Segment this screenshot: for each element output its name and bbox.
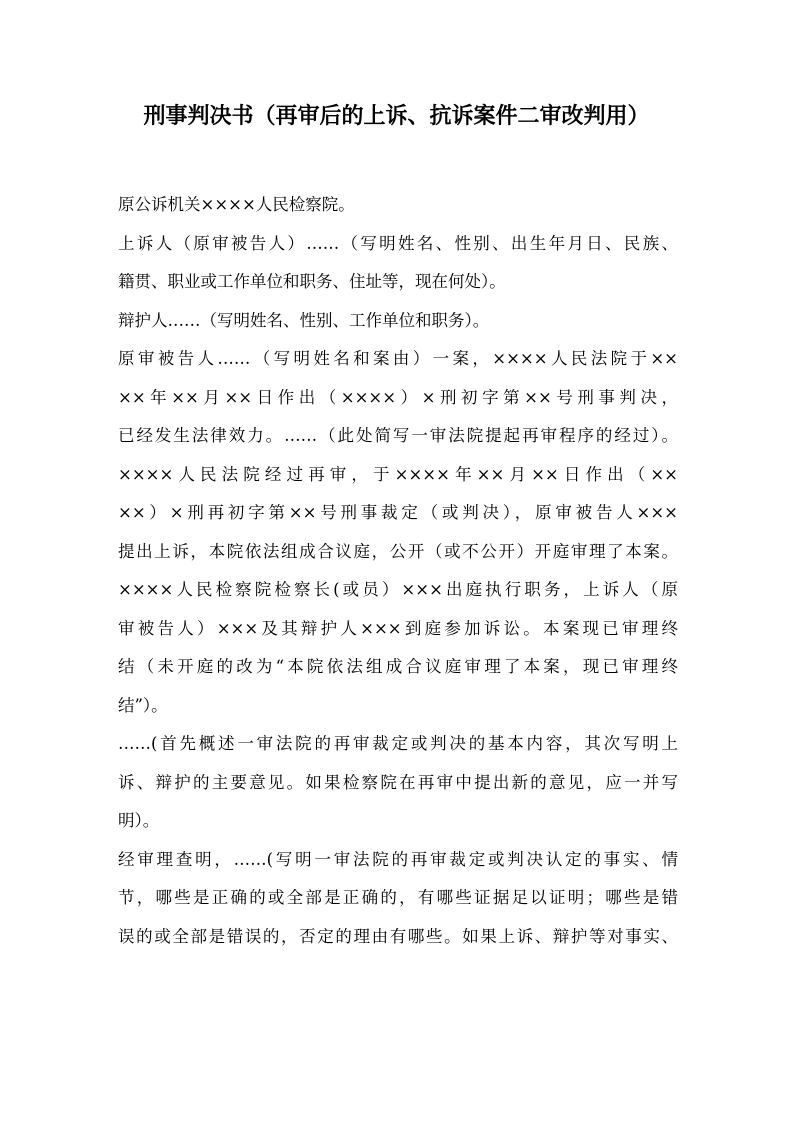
text-line: 误的或全部是错误的，否定的理由有哪些。如果上诉、辩护等对事实、 — [118, 926, 678, 946]
text-line: ××）×刑再初字第××号刑事裁定（或判决），原审被告人××× — [118, 503, 678, 522]
text-line: 上诉人（原审被告人）……（写明姓名、性别、出生年月日、民族、 — [118, 233, 678, 253]
text-line: 原审被告人……（写明姓名和案由）一案，××××人民法院于×× — [118, 349, 678, 368]
text-line: ××年××月××日作出（××××）×刑初字第××号刑事判决， — [118, 387, 678, 407]
text-line: 结（未开庭的改为“本院依法组成合议庭审理了本案，现已审理终 — [118, 657, 678, 676]
text-line: ××××人民法院经过再审，于××××年××月××日作出（×× — [118, 464, 678, 484]
text-line: 辩护人……（写明姓名、性别、工作单位和职务）。 — [118, 310, 490, 330]
document-title: 刑事判决书（再审后的上诉、抗诉案件二审改判用） — [143, 103, 650, 129]
text-line: 节，哪些是正确的或全部是正确的，有哪些证据足以证明；哪些是错 — [118, 888, 678, 907]
text-line: ……(首先概述一审法院的再审裁定或判决的基本内容，其次写明上 — [118, 734, 678, 753]
text-line: 已经发生法律效力。……（此处简写一审法院提起再审程序的经过）。 — [118, 426, 678, 445]
text-line: 结”）。 — [118, 695, 168, 715]
text-line: 籍贯、职业或工作单位和职务、住址等，现在何处）。 — [118, 272, 506, 291]
text-line: 明）。 — [118, 811, 160, 830]
text-line: 提出上诉，本院依法组成合议庭，公开（或不公开）开庭审理了本案。 — [118, 541, 678, 561]
text-line: ××××人民检察院检察长(或员）×××出庭执行职务，上诉人（原 — [118, 580, 678, 599]
text-line: 审被告人）×××及其辩护人×××到庭参加诉讼。本案现已审理终 — [118, 618, 678, 638]
text-line: 诉、辩护的主要意见。如果检察院在再审中提出新的意见，应一并写 — [118, 772, 678, 792]
document-body — [118, 186, 678, 956]
text-line: 原公诉机关××××人民检察院。 — [118, 195, 355, 214]
text-line: 经审理查明，……(写明一审法院的再审裁定或判决认定的事实、情 — [118, 849, 678, 869]
